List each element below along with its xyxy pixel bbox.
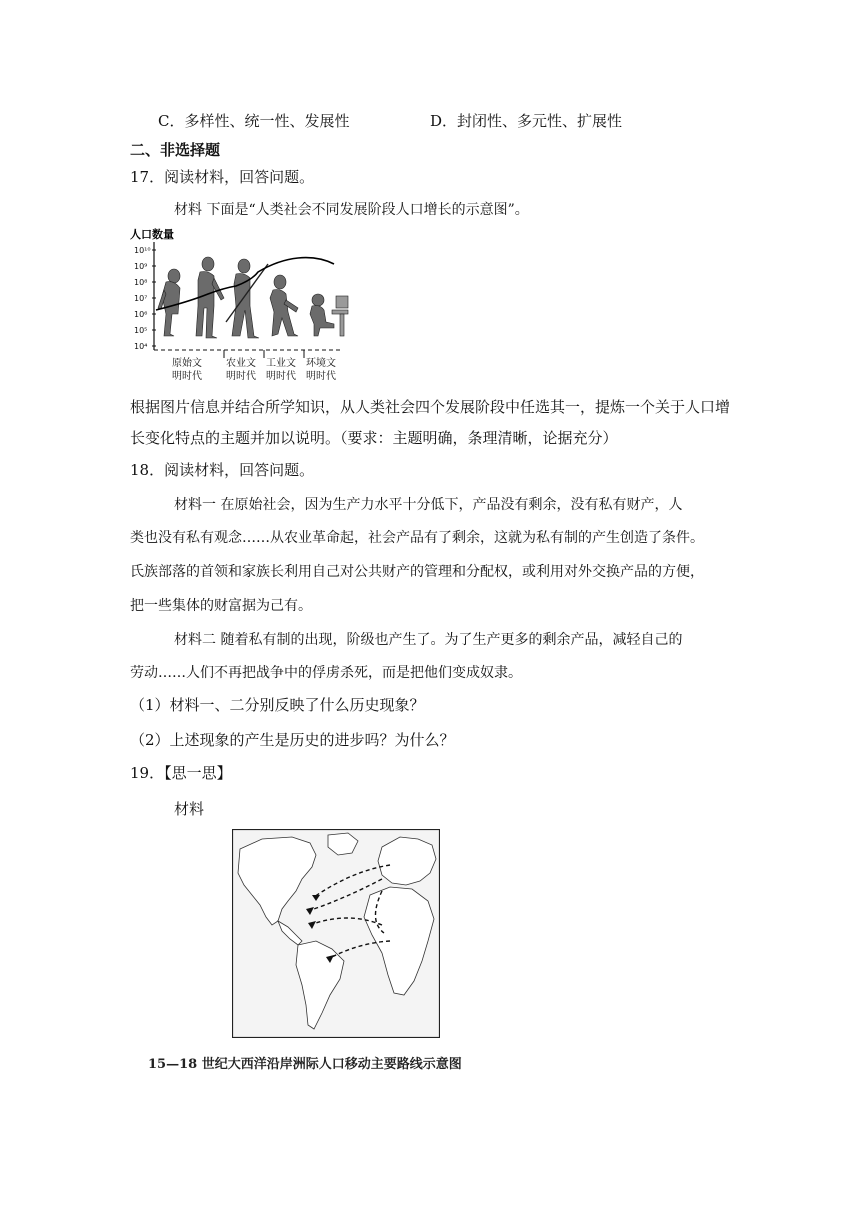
stage-3-line1: 工业文 <box>266 358 296 369</box>
map-caption: 15—18 世纪大西洋沿岸洲际人口移动主要路线示意图 <box>148 1057 462 1072</box>
ytick-10-9: 10⁹ <box>134 262 148 271</box>
stage-separators <box>224 350 304 358</box>
q19-stem: 19．【思一思】 <box>130 764 232 782</box>
stage-labels <box>172 356 336 382</box>
q18-m1-line4: 把一些集体的财富据为己有。 <box>130 598 312 614</box>
stage-2-line2: 明时代 <box>226 371 256 382</box>
stage-2-line1: 农业文 <box>226 358 256 369</box>
q18-m2-line1: 材料二 随着私有制的出现，阶级也产生了。为了生产更多的剩余产品，减轻自己的 <box>174 632 683 648</box>
worker-figure <box>270 275 298 336</box>
stage-3-line2: 明时代 <box>266 371 296 382</box>
ytick-10-7: 10⁷ <box>134 294 148 303</box>
q19-material: 材料 <box>174 800 205 818</box>
computer-user-figure <box>310 294 348 336</box>
population-growth-figure <box>128 224 350 386</box>
chart-ylabel: 人口数量 <box>130 228 174 241</box>
chart-yticks <box>134 246 151 351</box>
q17-material: 材料 下面是“人类社会不同发展阶段人口增长的示意图”。 <box>174 202 529 218</box>
stage-4-line2: 明时代 <box>306 371 336 382</box>
atlantic-migration-map <box>232 829 440 1038</box>
q18-m2-line2: 劳动……人们不再把战争中的俘虏杀死，而是把他们变成奴隶。 <box>130 665 522 681</box>
stage-1-line2: 明时代 <box>172 371 202 382</box>
ytick-10-4: 10⁴ <box>134 342 148 351</box>
q18-sub2: （2）上述现象的产生是历史的进步吗？为什么？ <box>130 731 455 749</box>
ytick-10-5: 10⁵ <box>134 326 148 335</box>
stage-4-line1: 环境文 <box>306 358 336 369</box>
q18-m1-line1: 材料一 在原始社会，因为生产力水平十分低下，产品没有剩余，没有私有财产，人 <box>174 497 683 513</box>
ytick-10-10: 10¹⁰ <box>134 246 151 255</box>
q17-stem: 17．阅读材料，回答问题。 <box>130 168 315 186</box>
spear-human-figure <box>226 259 268 338</box>
q17-question-line1: 根据图片信息并结合所学知识，从人类社会四个发展阶段中任选其一，提炼一个关于人口增 <box>130 398 731 416</box>
ape-figure <box>158 269 180 336</box>
q17-question-line2: 长变化特点的主题并加以说明。（要求：主题明确，条理清晰，论据充分） <box>130 429 618 447</box>
option-c: C．多样性、统一性、发展性 <box>158 112 350 130</box>
ytick-10-6: 10⁶ <box>134 310 148 319</box>
q18-m1-line3: 氏族部落的首领和家族长利用自己对公共财产的管理和分配权，或利用对外交换产品的方便， <box>130 564 704 580</box>
option-d: D．封闭性、多元性、扩展性 <box>430 112 623 130</box>
q18-sub1: （1）材料一、二分别反映了什么历史现象？ <box>130 696 425 714</box>
evolution-figures <box>158 257 348 338</box>
q18-m1-line2: 类也没有私有观念……从农业革命起，社会产品有了剩余，这就为私有制的产生创造了条件。 <box>130 530 704 546</box>
section-title: 二、非选择题 <box>130 141 221 159</box>
q18-stem: 18．阅读材料，回答问题。 <box>130 461 315 479</box>
ytick-10-8: 10⁸ <box>134 278 148 287</box>
stage-1-line1: 原始文 <box>172 358 202 369</box>
